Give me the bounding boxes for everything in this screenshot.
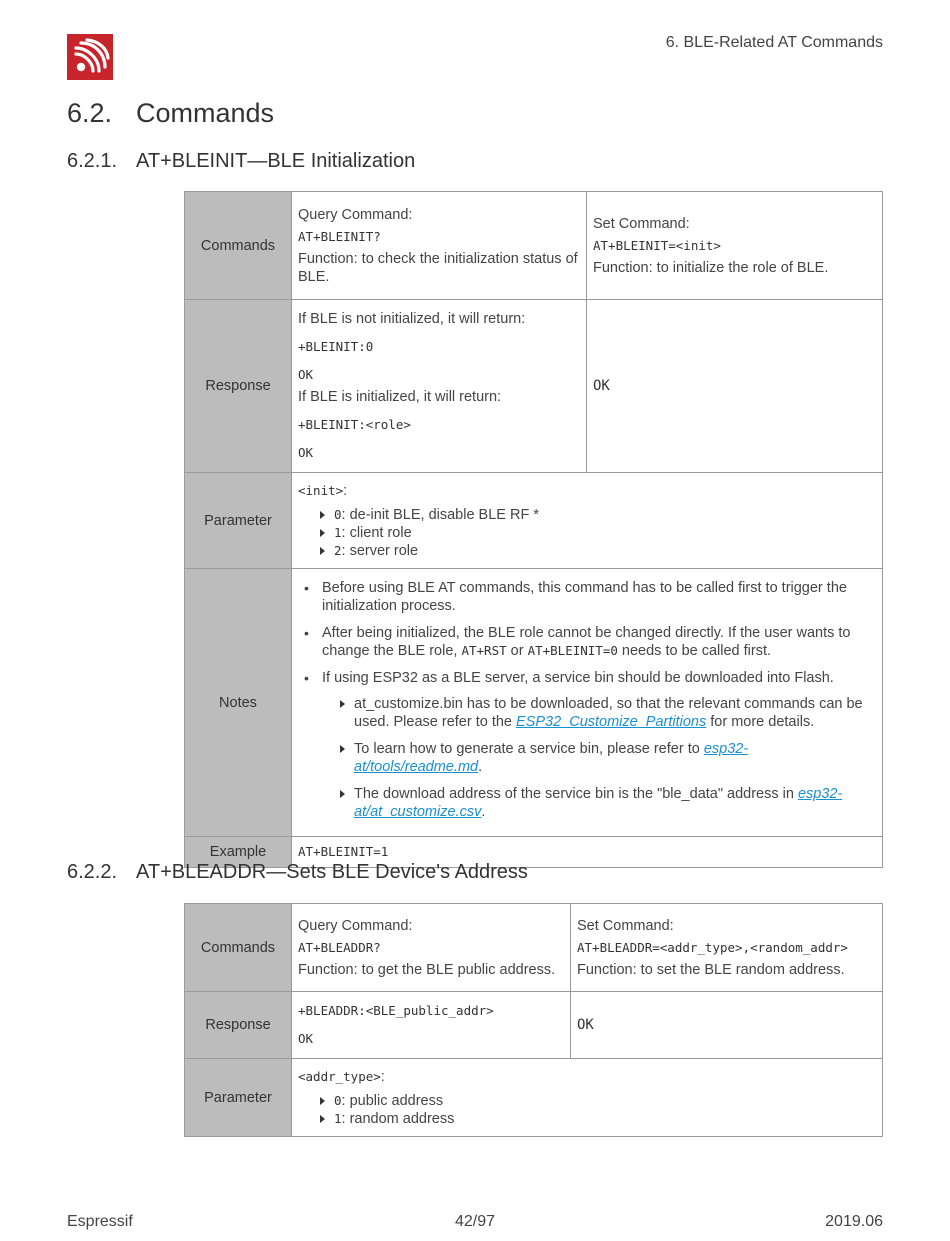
footer-date: 2019.06 xyxy=(825,1213,883,1230)
set-response-cell: OK xyxy=(587,300,883,473)
response-ok: OK xyxy=(298,445,314,460)
list-item: The download address of the service bin is the "ble_data" address in esp32-at/at_customize.csv. xyxy=(338,785,876,821)
set-response-cell: OK xyxy=(571,992,883,1059)
query-label: Query Command: xyxy=(298,917,413,934)
query-command-cell xyxy=(292,192,587,300)
subsection-heading-bleinit xyxy=(67,150,415,173)
row-header-commands: Commands xyxy=(185,192,292,300)
set-func: Function: to set the BLE random address. xyxy=(577,961,845,978)
footer-page-number: 42/97 xyxy=(454,1213,496,1230)
row-header-response: Response xyxy=(185,300,292,473)
header-section-title: 6. BLE-Related AT Commands xyxy=(665,34,883,51)
list-item: • After being initialized, the BLE role cannot be changed directly. If the user wants to change the BLE role, AT+RST or AT+BLEINIT=0 needs to be called first. xyxy=(302,624,876,660)
list-item: 0: de-init BLE, disable BLE RF * xyxy=(318,506,876,524)
set-label: Set Command: xyxy=(577,917,674,934)
list-item: 1: random address xyxy=(318,1110,876,1128)
parameter-cell: <init>: 0: de-init BLE, disable BLE RF * 1: client role 2: server role xyxy=(292,473,883,569)
parameter-cell: <addr_type>: 0: public address 1: random address xyxy=(292,1059,883,1137)
section-heading xyxy=(67,98,274,129)
notes-sublist xyxy=(322,695,876,821)
notes-cell xyxy=(292,569,883,837)
row-header-parameter: Parameter xyxy=(185,473,292,569)
readme-link[interactable]: esp32-at/tools/readme.md xyxy=(354,741,749,775)
heading-title: Commands xyxy=(136,98,275,128)
row-header-notes: Notes xyxy=(185,569,292,837)
heading-number: 6.2. xyxy=(67,98,113,128)
row-header-example: Example xyxy=(185,837,292,868)
list-item: To learn how to generate a service bin, please refer to esp32-at/tools/readme.md. xyxy=(338,740,876,776)
subsection-number: 6.2.1. xyxy=(67,150,118,172)
list-item: • If using ESP32 as a BLE server, a service bin should be downloaded into Flash. at_customize.bin has to be downloaded, so that the relevant commands can be used. Please refer to the ESP32_Customize_Partitions for more details. To learn how to generate a service bin, please refer to esp32-at/tools/readme.md. The download address of the service bin is the "ble_data" address in esp32-at/at_customize.csv. xyxy=(302,669,876,821)
parameter-name: <init> xyxy=(298,482,344,498)
query-response-cell xyxy=(292,992,571,1059)
example-code: AT+BLEINIT=1 xyxy=(292,837,883,868)
response-ok: OK xyxy=(298,1031,314,1046)
set-command-cell xyxy=(571,904,883,992)
customize-partitions-link[interactable]: ESP32_Customize_Partitions xyxy=(516,714,707,730)
subsection-title: AT+BLEINIT—BLE Initialization xyxy=(136,150,416,172)
set-func: Function: to initialize the role of BLE. xyxy=(593,259,829,276)
parameter-list xyxy=(298,506,876,560)
query-command-cell xyxy=(292,904,571,992)
row-header-commands: Commands xyxy=(185,904,292,992)
response-line: If BLE is initialized, it will return: xyxy=(298,389,502,405)
list-item: 1: client role xyxy=(318,524,876,542)
list-item: 0: public address xyxy=(318,1092,876,1110)
row-header-parameter: Parameter xyxy=(185,1059,292,1137)
row-header-response: Response xyxy=(185,992,292,1059)
subsection-title: AT+BLEADDR—Sets BLE Device's Address xyxy=(136,861,528,883)
subsection-number: 6.2.2. xyxy=(67,861,118,883)
query-func: Function: to get the BLE public address. xyxy=(298,961,556,978)
set-cmd: AT+BLEADDR=<addr_type>,<random_addr> xyxy=(577,939,848,955)
customize-csv-link[interactable]: esp32-at/at_customize.csv xyxy=(354,786,843,820)
list-item: 2: server role xyxy=(318,542,876,560)
response-code: +BLEINIT:0 xyxy=(298,339,374,354)
query-cmd: AT+BLEADDR? xyxy=(298,939,381,955)
list-item: • Before using BLE AT commands, this command has to be called first to trigger the initialization process. xyxy=(302,579,876,615)
query-func: Function: to check the initialization status of BLE. xyxy=(298,250,578,285)
response-code: +BLEINIT:<role> xyxy=(298,417,411,432)
list-item: at_customize.bin has to be downloaded, so that the relevant commands can be used. Please refer to the ESP32_Customize_Partitions for more details. xyxy=(338,695,876,731)
set-label: Set Command: xyxy=(593,215,690,232)
footer-company: Espressif xyxy=(67,1213,133,1230)
bleaddr-table xyxy=(184,903,883,1137)
query-response-cell xyxy=(292,300,587,473)
notes-list xyxy=(298,579,876,821)
subsection-heading-bleaddr xyxy=(67,861,528,884)
set-cmd: AT+BLEINIT=<init> xyxy=(593,237,721,253)
response-ok: OK xyxy=(298,367,314,382)
response-line: If BLE is not initialized, it will return: xyxy=(298,311,526,327)
query-label: Query Command: xyxy=(298,206,413,223)
parameter-name: <addr_type> xyxy=(298,1068,381,1084)
espressif-logo xyxy=(67,34,113,80)
response-code: +BLEADDR:<BLE_public_addr> xyxy=(298,1003,494,1018)
bleinit-table xyxy=(184,191,883,868)
query-cmd: AT+BLEINIT? xyxy=(298,228,381,244)
parameter-list xyxy=(298,1092,876,1128)
set-command-cell xyxy=(587,192,883,300)
